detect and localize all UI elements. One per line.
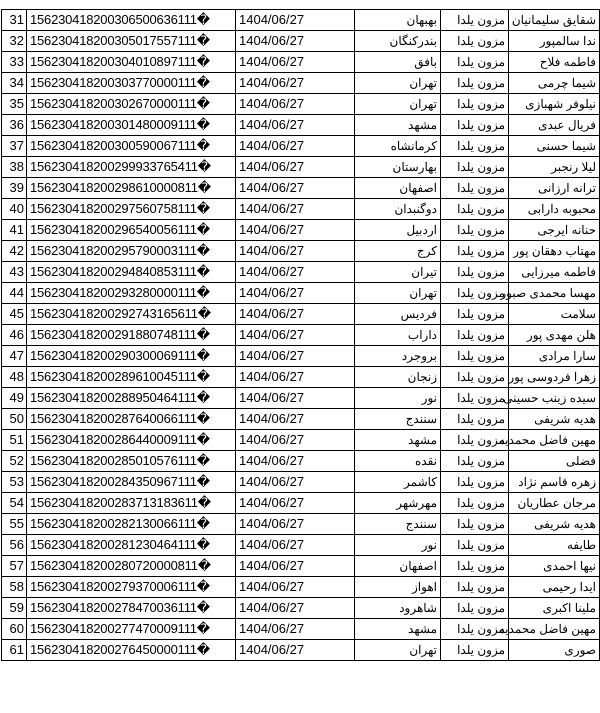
- tracking-code-cell: 156230418200306500636111�: [27, 10, 236, 31]
- date-cell: 1404/06/27: [236, 241, 355, 262]
- customer-name-cell: لیلا رنجبر: [509, 157, 600, 178]
- city-cell: داراب: [355, 325, 441, 346]
- customer-name-cell: طایفه: [509, 535, 600, 556]
- city-cell: شاهرود: [355, 598, 441, 619]
- date-cell: 1404/06/27: [236, 325, 355, 346]
- table-row: [2, 367, 600, 388]
- table-row: [2, 598, 600, 619]
- store-cell: مزون یلدا: [441, 472, 509, 493]
- date-cell: 1404/06/27: [236, 640, 355, 661]
- city-cell: تهران: [355, 640, 441, 661]
- table-row: [2, 115, 600, 136]
- table-row: [2, 577, 600, 598]
- row-number-cell: 53: [2, 472, 27, 493]
- tracking-code-cell: 156230418200288950464111�: [27, 388, 236, 409]
- city-cell: کاشمر: [355, 472, 441, 493]
- store-cell: مزون یلدا: [441, 10, 509, 31]
- date-cell: 1404/06/27: [236, 346, 355, 367]
- city-cell: بهارستان: [355, 157, 441, 178]
- row-number-cell: 45: [2, 304, 27, 325]
- row-number-cell: 48: [2, 367, 27, 388]
- date-cell: 1404/06/27: [236, 409, 355, 430]
- table-row: [2, 493, 600, 514]
- row-number-cell: 54: [2, 493, 27, 514]
- date-cell: 1404/06/27: [236, 451, 355, 472]
- store-cell: مزون یلدا: [441, 115, 509, 136]
- city-cell: سنندج: [355, 514, 441, 535]
- tracking-code-cell: 156230418200282130066111�: [27, 514, 236, 535]
- store-cell: مزون یلدا: [441, 199, 509, 220]
- city-cell: اردبیل: [355, 220, 441, 241]
- store-cell: مزون یلدا: [441, 52, 509, 73]
- table-row: [2, 178, 600, 199]
- tracking-code-cell: 156230418200299933765411�: [27, 157, 236, 178]
- date-cell: 1404/06/27: [236, 598, 355, 619]
- city-cell: نقده: [355, 451, 441, 472]
- table-row: [2, 409, 600, 430]
- records-table: [1, 9, 600, 661]
- city-cell: مشهد: [355, 115, 441, 136]
- row-number-cell: 39: [2, 178, 27, 199]
- row-number-cell: 59: [2, 598, 27, 619]
- city-cell: تهران: [355, 283, 441, 304]
- city-cell: اهواز: [355, 577, 441, 598]
- city-cell: بروجرد: [355, 346, 441, 367]
- customer-name-cell: ندا سالمپور: [509, 31, 600, 52]
- table-row: [2, 304, 600, 325]
- store-cell: مزون یلدا: [441, 220, 509, 241]
- table-row: [2, 430, 600, 451]
- tracking-code-cell: 156230418200276450000111�: [27, 640, 236, 661]
- store-cell: مزون یلدا: [441, 325, 509, 346]
- city-cell: بافق: [355, 52, 441, 73]
- date-cell: 1404/06/27: [236, 430, 355, 451]
- row-number-cell: 41: [2, 220, 27, 241]
- customer-name-cell: زهره قاسم نژاد: [509, 472, 600, 493]
- city-cell: نور: [355, 535, 441, 556]
- city-cell: دوگنبدان: [355, 199, 441, 220]
- store-cell: مزون یلدا: [441, 304, 509, 325]
- row-number-cell: 52: [2, 451, 27, 472]
- customer-name-cell: مهین فاضل محمدیه: [509, 619, 600, 640]
- customer-name-cell: سلامت: [509, 304, 600, 325]
- customer-name-cell: نیلوفر شهبازی: [509, 94, 600, 115]
- tracking-code-cell: 156230418200297560758111�: [27, 199, 236, 220]
- store-cell: مزون یلدا: [441, 640, 509, 661]
- date-cell: 1404/06/27: [236, 178, 355, 199]
- customer-name-cell: حنانه ایرجی: [509, 220, 600, 241]
- date-cell: 1404/06/27: [236, 31, 355, 52]
- store-cell: مزون یلدا: [441, 367, 509, 388]
- records-table-body: [2, 10, 600, 661]
- tracking-code-cell: 156230418200278470036111�: [27, 598, 236, 619]
- customer-name-cell: مهتاب دهقان پور: [509, 241, 600, 262]
- table-row: [2, 31, 600, 52]
- store-cell: مزون یلدا: [441, 157, 509, 178]
- date-cell: 1404/06/27: [236, 157, 355, 178]
- tracking-code-cell: 156230418200304010897111�: [27, 52, 236, 73]
- row-number-cell: 56: [2, 535, 27, 556]
- city-cell: بهبهان: [355, 10, 441, 31]
- date-cell: 1404/06/27: [236, 472, 355, 493]
- row-number-cell: 51: [2, 430, 27, 451]
- tracking-code-cell: 156230418200298610000811�: [27, 178, 236, 199]
- date-cell: 1404/06/27: [236, 556, 355, 577]
- table-row: [2, 346, 600, 367]
- date-cell: 1404/06/27: [236, 52, 355, 73]
- tracking-code-cell: 156230418200295790003111�: [27, 241, 236, 262]
- customer-name-cell: شیما چرمی: [509, 73, 600, 94]
- tracking-code-cell: 156230418200305017557111�: [27, 31, 236, 52]
- city-cell: اصفهان: [355, 556, 441, 577]
- date-cell: 1404/06/27: [236, 514, 355, 535]
- tracking-code-cell: 156230418200283713183611�: [27, 493, 236, 514]
- customer-name-cell: هدیه شریفی: [509, 409, 600, 430]
- tracking-code-cell: 156230418200290300069111�: [27, 346, 236, 367]
- tracking-code-cell: 156230418200285010576111�: [27, 451, 236, 472]
- row-number-cell: 40: [2, 199, 27, 220]
- city-cell: تهران: [355, 73, 441, 94]
- date-cell: 1404/06/27: [236, 262, 355, 283]
- customer-name-cell: هدیه شریفی: [509, 514, 600, 535]
- store-cell: مزون یلدا: [441, 556, 509, 577]
- date-cell: 1404/06/27: [236, 94, 355, 115]
- tracking-code-cell: 156230418200281230464111�: [27, 535, 236, 556]
- customer-name-cell: مهسا محمدی صبور: [509, 283, 600, 304]
- store-cell: مزون یلدا: [441, 451, 509, 472]
- date-cell: 1404/06/27: [236, 283, 355, 304]
- store-cell: مزون یلدا: [441, 283, 509, 304]
- tracking-code-cell: 156230418200301480009111�: [27, 115, 236, 136]
- row-number-cell: 31: [2, 10, 27, 31]
- tracking-code-cell: 156230418200291880748111�: [27, 325, 236, 346]
- table-row: [2, 388, 600, 409]
- date-cell: 1404/06/27: [236, 73, 355, 94]
- row-number-cell: 55: [2, 514, 27, 535]
- row-number-cell: 47: [2, 346, 27, 367]
- store-cell: مزون یلدا: [441, 619, 509, 640]
- store-cell: مزون یلدا: [441, 535, 509, 556]
- row-number-cell: 58: [2, 577, 27, 598]
- table-row: [2, 556, 600, 577]
- table-row: [2, 472, 600, 493]
- tracking-code-cell: 156230418200279370006111�: [27, 577, 236, 598]
- row-number-cell: 60: [2, 619, 27, 640]
- city-cell: تهران: [355, 94, 441, 115]
- table-row: [2, 199, 600, 220]
- customer-name-cell: فریال عبدی: [509, 115, 600, 136]
- store-cell: مزون یلدا: [441, 430, 509, 451]
- tracking-code-cell: 156230418200284350967111�: [27, 472, 236, 493]
- store-cell: مزون یلدا: [441, 577, 509, 598]
- table-row: [2, 283, 600, 304]
- row-number-cell: 57: [2, 556, 27, 577]
- tracking-code-cell: 156230418200296540056111�: [27, 220, 236, 241]
- store-cell: مزون یلدا: [441, 493, 509, 514]
- store-cell: مزون یلدا: [441, 178, 509, 199]
- customer-name-cell: ترانه ارزانی: [509, 178, 600, 199]
- date-cell: 1404/06/27: [236, 367, 355, 388]
- row-number-cell: 35: [2, 94, 27, 115]
- row-number-cell: 49: [2, 388, 27, 409]
- date-cell: 1404/06/27: [236, 388, 355, 409]
- table-row: [2, 52, 600, 73]
- tracking-code-cell: 156230418200294840853111�: [27, 262, 236, 283]
- date-cell: 1404/06/27: [236, 136, 355, 157]
- customer-name-cell: هلن مهدی پور: [509, 325, 600, 346]
- table-row: [2, 535, 600, 556]
- table-row: [2, 94, 600, 115]
- store-cell: مزون یلدا: [441, 514, 509, 535]
- tracking-code-cell: 156230418200280720000811�: [27, 556, 236, 577]
- tracking-code-cell: 156230418200303770000111�: [27, 73, 236, 94]
- table-row: [2, 514, 600, 535]
- tracking-code-cell: 156230418200293280000111�: [27, 283, 236, 304]
- customer-name-cell: صوری: [509, 640, 600, 661]
- city-cell: مشهد: [355, 619, 441, 640]
- store-cell: مزون یلدا: [441, 136, 509, 157]
- table-row: [2, 640, 600, 661]
- table-row: [2, 220, 600, 241]
- table-row: [2, 241, 600, 262]
- city-cell: کرمانشاه: [355, 136, 441, 157]
- row-number-cell: 32: [2, 31, 27, 52]
- row-number-cell: 38: [2, 157, 27, 178]
- row-number-cell: 36: [2, 115, 27, 136]
- city-cell: مهرشهر: [355, 493, 441, 514]
- table-row: [2, 10, 600, 31]
- tracking-code-cell: 156230418200292743165611�: [27, 304, 236, 325]
- store-cell: مزون یلدا: [441, 241, 509, 262]
- store-cell: مزون یلدا: [441, 598, 509, 619]
- city-cell: کرج: [355, 241, 441, 262]
- tracking-code-cell: 156230418200286440009111�: [27, 430, 236, 451]
- customer-name-cell: فضلی: [509, 451, 600, 472]
- date-cell: 1404/06/27: [236, 115, 355, 136]
- table-row: [2, 157, 600, 178]
- date-cell: 1404/06/27: [236, 577, 355, 598]
- row-number-cell: 43: [2, 262, 27, 283]
- customer-name-cell: مهین فاضل محمدیه: [509, 430, 600, 451]
- customer-name-cell: سارا مرادی: [509, 346, 600, 367]
- customer-name-cell: مرجان عطاریان: [509, 493, 600, 514]
- tracking-code-cell: 156230418200300590067111�: [27, 136, 236, 157]
- city-cell: تیران: [355, 262, 441, 283]
- table-row: [2, 73, 600, 94]
- customer-name-cell: شقایق سلیمانیان: [509, 10, 600, 31]
- city-cell: مشهد: [355, 430, 441, 451]
- store-cell: مزون یلدا: [441, 94, 509, 115]
- table-row: [2, 325, 600, 346]
- customer-name-cell: نیها احمدی: [509, 556, 600, 577]
- store-cell: مزون یلدا: [441, 31, 509, 52]
- date-cell: 1404/06/27: [236, 493, 355, 514]
- city-cell: فردیس: [355, 304, 441, 325]
- tracking-code-cell: 156230418200302670000111�: [27, 94, 236, 115]
- row-number-cell: 46: [2, 325, 27, 346]
- date-cell: 1404/06/27: [236, 619, 355, 640]
- customer-name-cell: فاطمه فلاح: [509, 52, 600, 73]
- table-row: [2, 451, 600, 472]
- city-cell: بندرکنگان: [355, 31, 441, 52]
- tracking-code-cell: 156230418200287640066111�: [27, 409, 236, 430]
- store-cell: مزون یلدا: [441, 346, 509, 367]
- customer-name-cell: ایدا رحیمی: [509, 577, 600, 598]
- customer-name-cell: سیده زینب حسینی: [509, 388, 600, 409]
- city-cell: نور: [355, 388, 441, 409]
- customer-name-cell: فاطمه میرزایی: [509, 262, 600, 283]
- table-row: [2, 619, 600, 640]
- customer-name-cell: زهرا فردوسی پور: [509, 367, 600, 388]
- row-number-cell: 37: [2, 136, 27, 157]
- date-cell: 1404/06/27: [236, 535, 355, 556]
- row-number-cell: 44: [2, 283, 27, 304]
- customer-name-cell: شیما حسنی: [509, 136, 600, 157]
- city-cell: زنجان: [355, 367, 441, 388]
- table-row: [2, 136, 600, 157]
- store-cell: مزون یلدا: [441, 73, 509, 94]
- row-number-cell: 42: [2, 241, 27, 262]
- tracking-code-cell: 156230418200277470009111�: [27, 619, 236, 640]
- row-number-cell: 34: [2, 73, 27, 94]
- row-number-cell: 50: [2, 409, 27, 430]
- customer-name-cell: محبوبه دارابی: [509, 199, 600, 220]
- store-cell: مزون یلدا: [441, 388, 509, 409]
- date-cell: 1404/06/27: [236, 304, 355, 325]
- store-cell: مزون یلدا: [441, 409, 509, 430]
- row-number-cell: 61: [2, 640, 27, 661]
- city-cell: سنندج: [355, 409, 441, 430]
- date-cell: 1404/06/27: [236, 10, 355, 31]
- date-cell: 1404/06/27: [236, 199, 355, 220]
- customer-name-cell: ملینا اکبری: [509, 598, 600, 619]
- row-number-cell: 33: [2, 52, 27, 73]
- tracking-code-cell: 156230418200289610045111�: [27, 367, 236, 388]
- store-cell: مزون یلدا: [441, 262, 509, 283]
- date-cell: 1404/06/27: [236, 220, 355, 241]
- city-cell: اصفهان: [355, 178, 441, 199]
- table-row: [2, 262, 600, 283]
